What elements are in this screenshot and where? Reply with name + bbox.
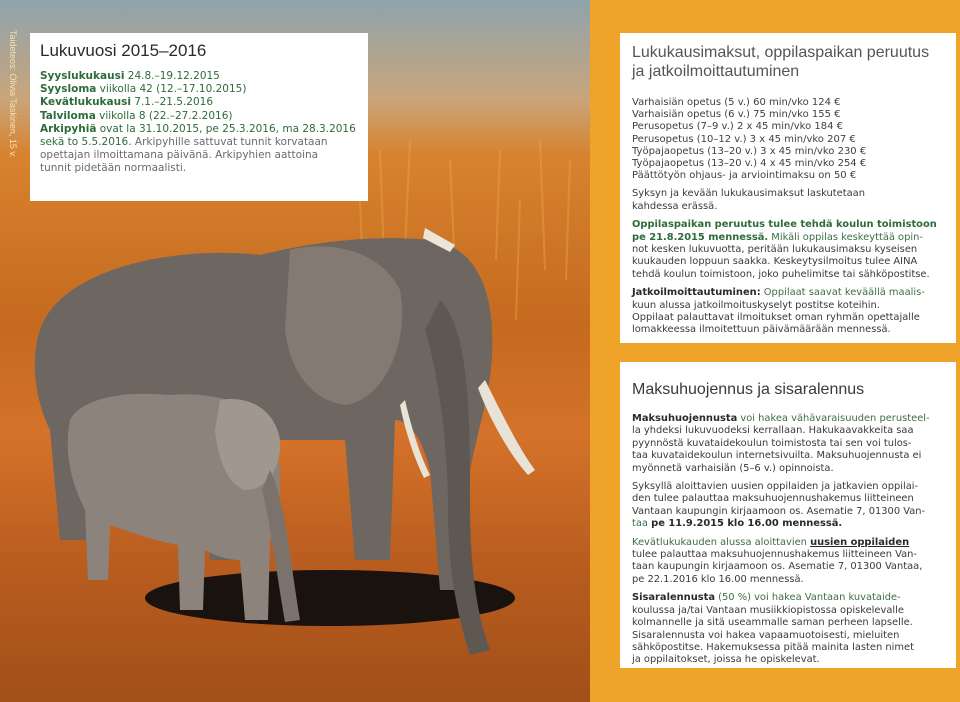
autumn-paragraph: den tulee palauttaa maksuhuojennushakemus liitteineen	[632, 493, 914, 505]
spring-paragraph: pe 22.1.2016 klo 16.00 mennessä.	[632, 573, 804, 585]
academic-year-title: Lukuvuosi 2015–2016	[40, 41, 207, 60]
discount-paragraph: pyynnöstä kuvataidekoulun toimistosta tai sen voi tulos-	[632, 437, 912, 449]
fees-card	[620, 33, 956, 343]
discount-paragraph: Maksuhuojennusta voi hakea vähävaraisuuden perusteel-	[632, 413, 930, 424]
spring-paragraph: Kevätlukukauden alussa aloittavien uusien oppilaiden	[632, 536, 910, 548]
sibling-paragraph: koulussa ja/tai Vantaan musiikkiopistossa opiskelevalle	[632, 604, 904, 616]
fee-item: Perusopetus (10–12 v.) 3 x 45 min/vko 207 €	[632, 133, 856, 145]
continue-note: Jatkoilmoittautuminen: Oppilaat saavat keväällä maalis-	[632, 287, 925, 299]
holiday-row: Arkipyhiä ovat la 31.10.2015, pe 25.3.2016, ma 28.3.2016	[40, 122, 356, 135]
cancel-note: Oppilaspaikan peruutus tulee tehdä koulun toimistoon	[632, 219, 937, 231]
holiday-row-cont: sekä to 5.5.2016. Arkipyhille sattuvat tunnit korvataan	[40, 136, 328, 149]
spring-paragraph: tulee palauttaa maksuhuojennushakemus liitteineen Van-	[632, 549, 917, 561]
fee-item: Varhaisiän opetus (6 v.) 75 min/vko 155 €	[632, 109, 841, 121]
discount-paragraph: taa kuvataidekoulun internetsivuilta. Maksuhuojennusta ei	[632, 450, 922, 462]
discount-card	[620, 362, 956, 668]
continue-note: Oppilaat palauttavat ilmoitukset oman ryhmän opettajalle	[632, 312, 920, 324]
term-row: Syyslukukausi 24.8.–19.12.2015	[40, 70, 220, 82]
cancel-note: not kesken lukuvuotta, peritään lukukausimaksu kyseisen	[632, 244, 918, 256]
sibling-paragraph: Sisaralennusta voi hakea vapaamuotoisesti, mieluiten	[632, 629, 900, 641]
sibling-paragraph: Sisaralennusta (50 %) voi hakea Vantaan kuvataide-	[632, 592, 901, 604]
autumn-paragraph: Vantaan kaupungin kirjaamoon os. Asematie 7, 01300 Van-	[632, 505, 926, 517]
fees-title-line: Lukukausimaksut, oppilaspaikan peruutus	[632, 44, 930, 61]
academic-year-card	[30, 33, 368, 201]
autumn-paragraph: Syksyllä aloittavien uusien oppilaiden ja jatkavien oppilai-	[632, 481, 919, 493]
cancel-note: kuukauden loppuun saakka. Keskeytysilmoitus tulee AINA	[632, 256, 918, 268]
discount-paragraph: myönnetä varhaisiän (5–6 v.) opinnoista.	[632, 462, 834, 474]
autumn-paragraph: taa pe 11.9.2015 klo 16.00 mennessä.	[632, 518, 843, 530]
artwork-credit: Taideteos: Olivia Taskinen, 15 v.	[8, 30, 18, 158]
continue-note: lomakkeessa ilmoitettuun päivämäärään mennessä.	[632, 324, 891, 336]
term-row: Syysloma viikolla 42 (12.–17.10.2015)	[40, 83, 247, 96]
fee-item: Työpajaopetus (13–20 v.) 3 x 45 min/vko 230 €	[632, 145, 867, 157]
holiday-note: tunnit pidetään normaalisti.	[40, 162, 187, 175]
spring-paragraph: taan kaupungin kirjaamoon os. Asematie 7, 01300 Vantaa,	[632, 561, 923, 573]
discount-title: Maksuhuojennus ja sisaralennus	[632, 381, 865, 398]
fee-item: Päättötyön ohjaus- ja arviointimaksu on 50 €	[632, 170, 857, 182]
billing-note: kahdessa erässä.	[632, 200, 718, 212]
holiday-note: opettajan ilmoittamana päivänä. Arkipyhien aattoina	[40, 149, 319, 162]
term-row: Kevätlukukausi 7.1.–21.5.2016	[40, 96, 214, 109]
fees-title-line: ja jatkoilmoittautuminen	[632, 63, 800, 80]
sibling-paragraph: ja oppilaitokset, joissa he opiskelevat.	[632, 654, 820, 666]
cancel-note: pe 21.8.2015 mennessä. Mikäli oppilas keskeyttää opin-	[632, 231, 923, 243]
fee-item: Varhaisiän opetus (5 v.) 60 min/vko 124 €	[632, 97, 841, 108]
cancel-note: tehdä koulun toimistoon, joko puhelimitse tai sähköpostitse.	[632, 268, 930, 280]
term-row: Talviloma viikolla 8 (22.–27.2.2016)	[40, 109, 233, 122]
fee-item: Työpajaopetus (13–20 v.) 4 x 45 min/vko 254 €	[632, 158, 867, 170]
discount-paragraph: la yhdeksi lukuvuodeksi kerrallaan. Hakukaavakkeita saa	[632, 425, 914, 437]
sibling-paragraph: kolmannelle ja sitä useammalle saman perheen lapselle.	[632, 617, 913, 629]
continue-note: kuun alussa jatkoilmoituskyselyt postitse koteihin.	[632, 299, 880, 311]
billing-note: Syksyn ja kevään lukukausimaksut laskutetaan	[632, 188, 865, 200]
sibling-paragraph: sähköpostitse. Hakemuksessa pitää mainita lasten nimet	[632, 641, 914, 653]
fee-item: Perusopetus (7–9 v.) 2 x 45 min/vko 184 €	[632, 121, 844, 133]
